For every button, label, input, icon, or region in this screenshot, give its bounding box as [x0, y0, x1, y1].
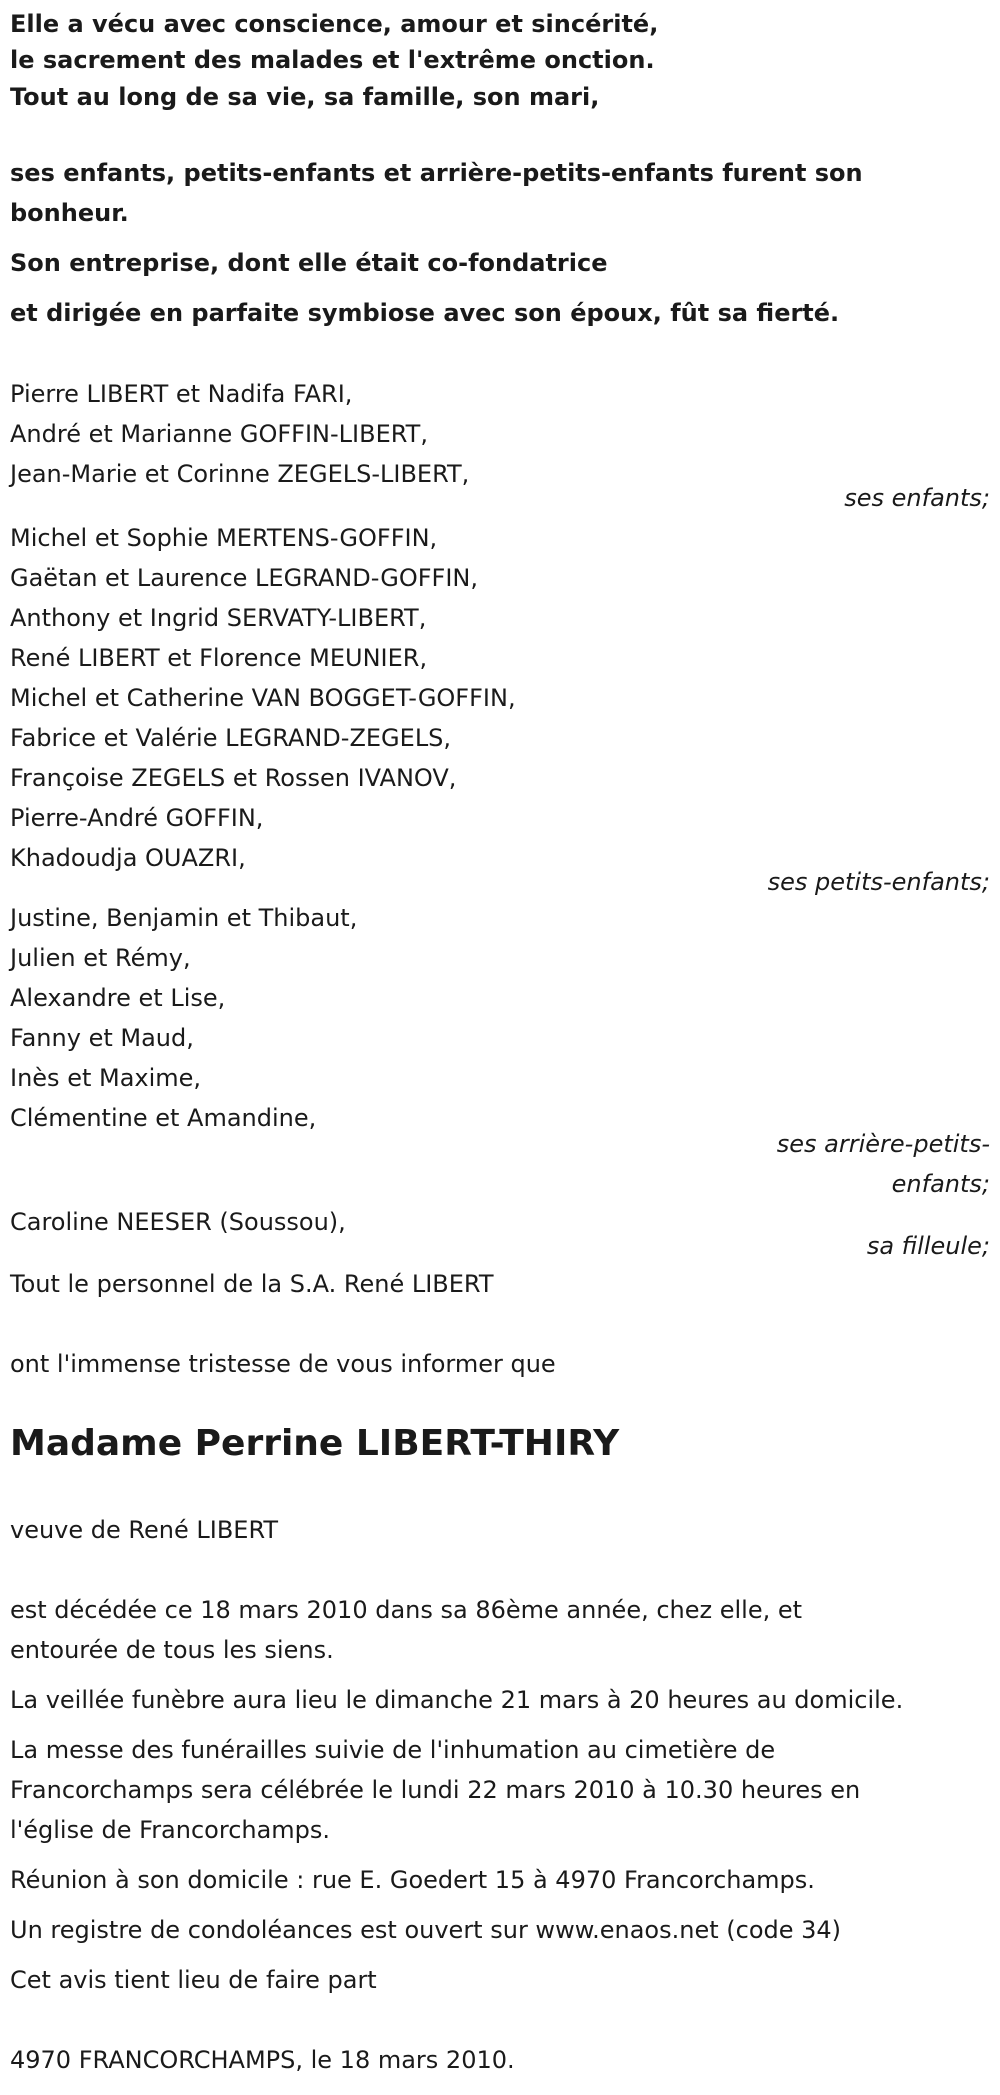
intro-line: Son entreprise, dont elle était co-fondatrice — [10, 249, 608, 277]
place-date: 4970 FRANCORCHAMPS, le 18 mars 2010. — [10, 2046, 515, 2074]
detail-line: Francorchamps sera célébrée le lundi 22 mars 2010 à 10.30 heures en — [10, 1776, 861, 1804]
grandchild-name: Michel et Catherine VAN BOGGET-GOFFIN, — [10, 684, 516, 712]
widow-of: veuve de René LIBERT — [10, 1516, 279, 1544]
detail-line: Réunion à son domicile : rue E. Goedert 15 à 4970 Francorchamps. — [10, 1866, 815, 1894]
detail-line: Un registre de condoléances est ouvert sur www.enaos.net (code 34) — [10, 1916, 842, 1944]
announcement: ont l'immense tristesse de vous informer que — [10, 1350, 556, 1378]
great-grandchild-name: Fanny et Maud, — [10, 1024, 194, 1052]
grandchild-name: Michel et Sophie MERTENS-GOFFIN, — [10, 524, 438, 552]
grandchild-name: Gaëtan et Laurence LEGRAND-GOFFIN, — [10, 564, 479, 592]
detail-line: l'église de Francorchamps. — [10, 1816, 331, 1844]
intro-line: bonheur. — [10, 199, 129, 227]
intro-line: ses enfants, petits-enfants et arrière-petits-enfants furent son — [10, 159, 863, 187]
great-grandchild-name: Clémentine et Amandine, — [10, 1104, 317, 1132]
great-grandchildren-label: ses arrière-petits- — [776, 1130, 990, 1158]
children-label: ses enfants; — [844, 484, 990, 512]
detail-line: La veillée funèbre aura lieu le dimanche 21 mars à 20 heures au domicile. — [10, 1686, 904, 1714]
great-grandchild-name: Alexandre et Lise, — [10, 984, 226, 1012]
grandchild-name: Pierre-André GOFFIN, — [10, 804, 264, 832]
child-name: André et Marianne GOFFIN-LIBERT, — [10, 420, 428, 448]
great-grandchildren-label: enfants; — [891, 1170, 990, 1198]
grandchild-name: Fabrice et Valérie LEGRAND-ZEGELS, — [10, 724, 452, 752]
goddaughter-label: sa filleule; — [866, 1232, 990, 1260]
deceased-name: Madame Perrine LIBERT-THIRY — [10, 1423, 620, 1464]
grandchildren-label: ses petits-enfants; — [767, 868, 990, 896]
grandchild-name: Françoise ZEGELS et Rossen IVANOV, — [10, 764, 457, 792]
intro-line: Elle a vécu avec conscience, amour et sincérité, — [10, 10, 659, 38]
detail-line: est décédée ce 18 mars 2010 dans sa 86ème année, chez elle, et — [10, 1596, 803, 1624]
intro-line: le sacrement des malades et l'extrême onction. — [10, 46, 655, 74]
grandchild-name: René LIBERT et Florence MEUNIER, — [10, 644, 428, 672]
great-grandchild-name: Justine, Benjamin et Thibaut, — [10, 904, 358, 932]
intro-line: Tout au long de sa vie, sa famille, son mari, — [10, 83, 600, 111]
detail-line: Cet avis tient lieu de faire part — [10, 1966, 377, 1994]
intro-line: et dirigée en parfaite symbiose avec son époux, fût sa fierté. — [10, 299, 840, 327]
detail-line: La messe des funérailles suivie de l'inhumation au cimetière de — [10, 1736, 776, 1764]
great-grandchild-name: Inès et Maxime, — [10, 1064, 202, 1092]
staff-line: Tout le personnel de la S.A. René LIBERT — [10, 1270, 494, 1298]
great-grandchild-name: Julien et Rémy, — [10, 944, 191, 972]
grandchild-name: Khadoudja OUAZRI, — [10, 844, 246, 872]
grandchild-name: Anthony et Ingrid SERVATY-LIBERT, — [10, 604, 427, 632]
child-name: Jean-Marie et Corinne ZEGELS-LIBERT, — [10, 460, 470, 488]
child-name: Pierre LIBERT et Nadifa FARI, — [10, 380, 353, 408]
detail-line: entourée de tous les siens. — [10, 1636, 334, 1664]
goddaughter-name: Caroline NEESER (Soussou), — [10, 1208, 346, 1236]
